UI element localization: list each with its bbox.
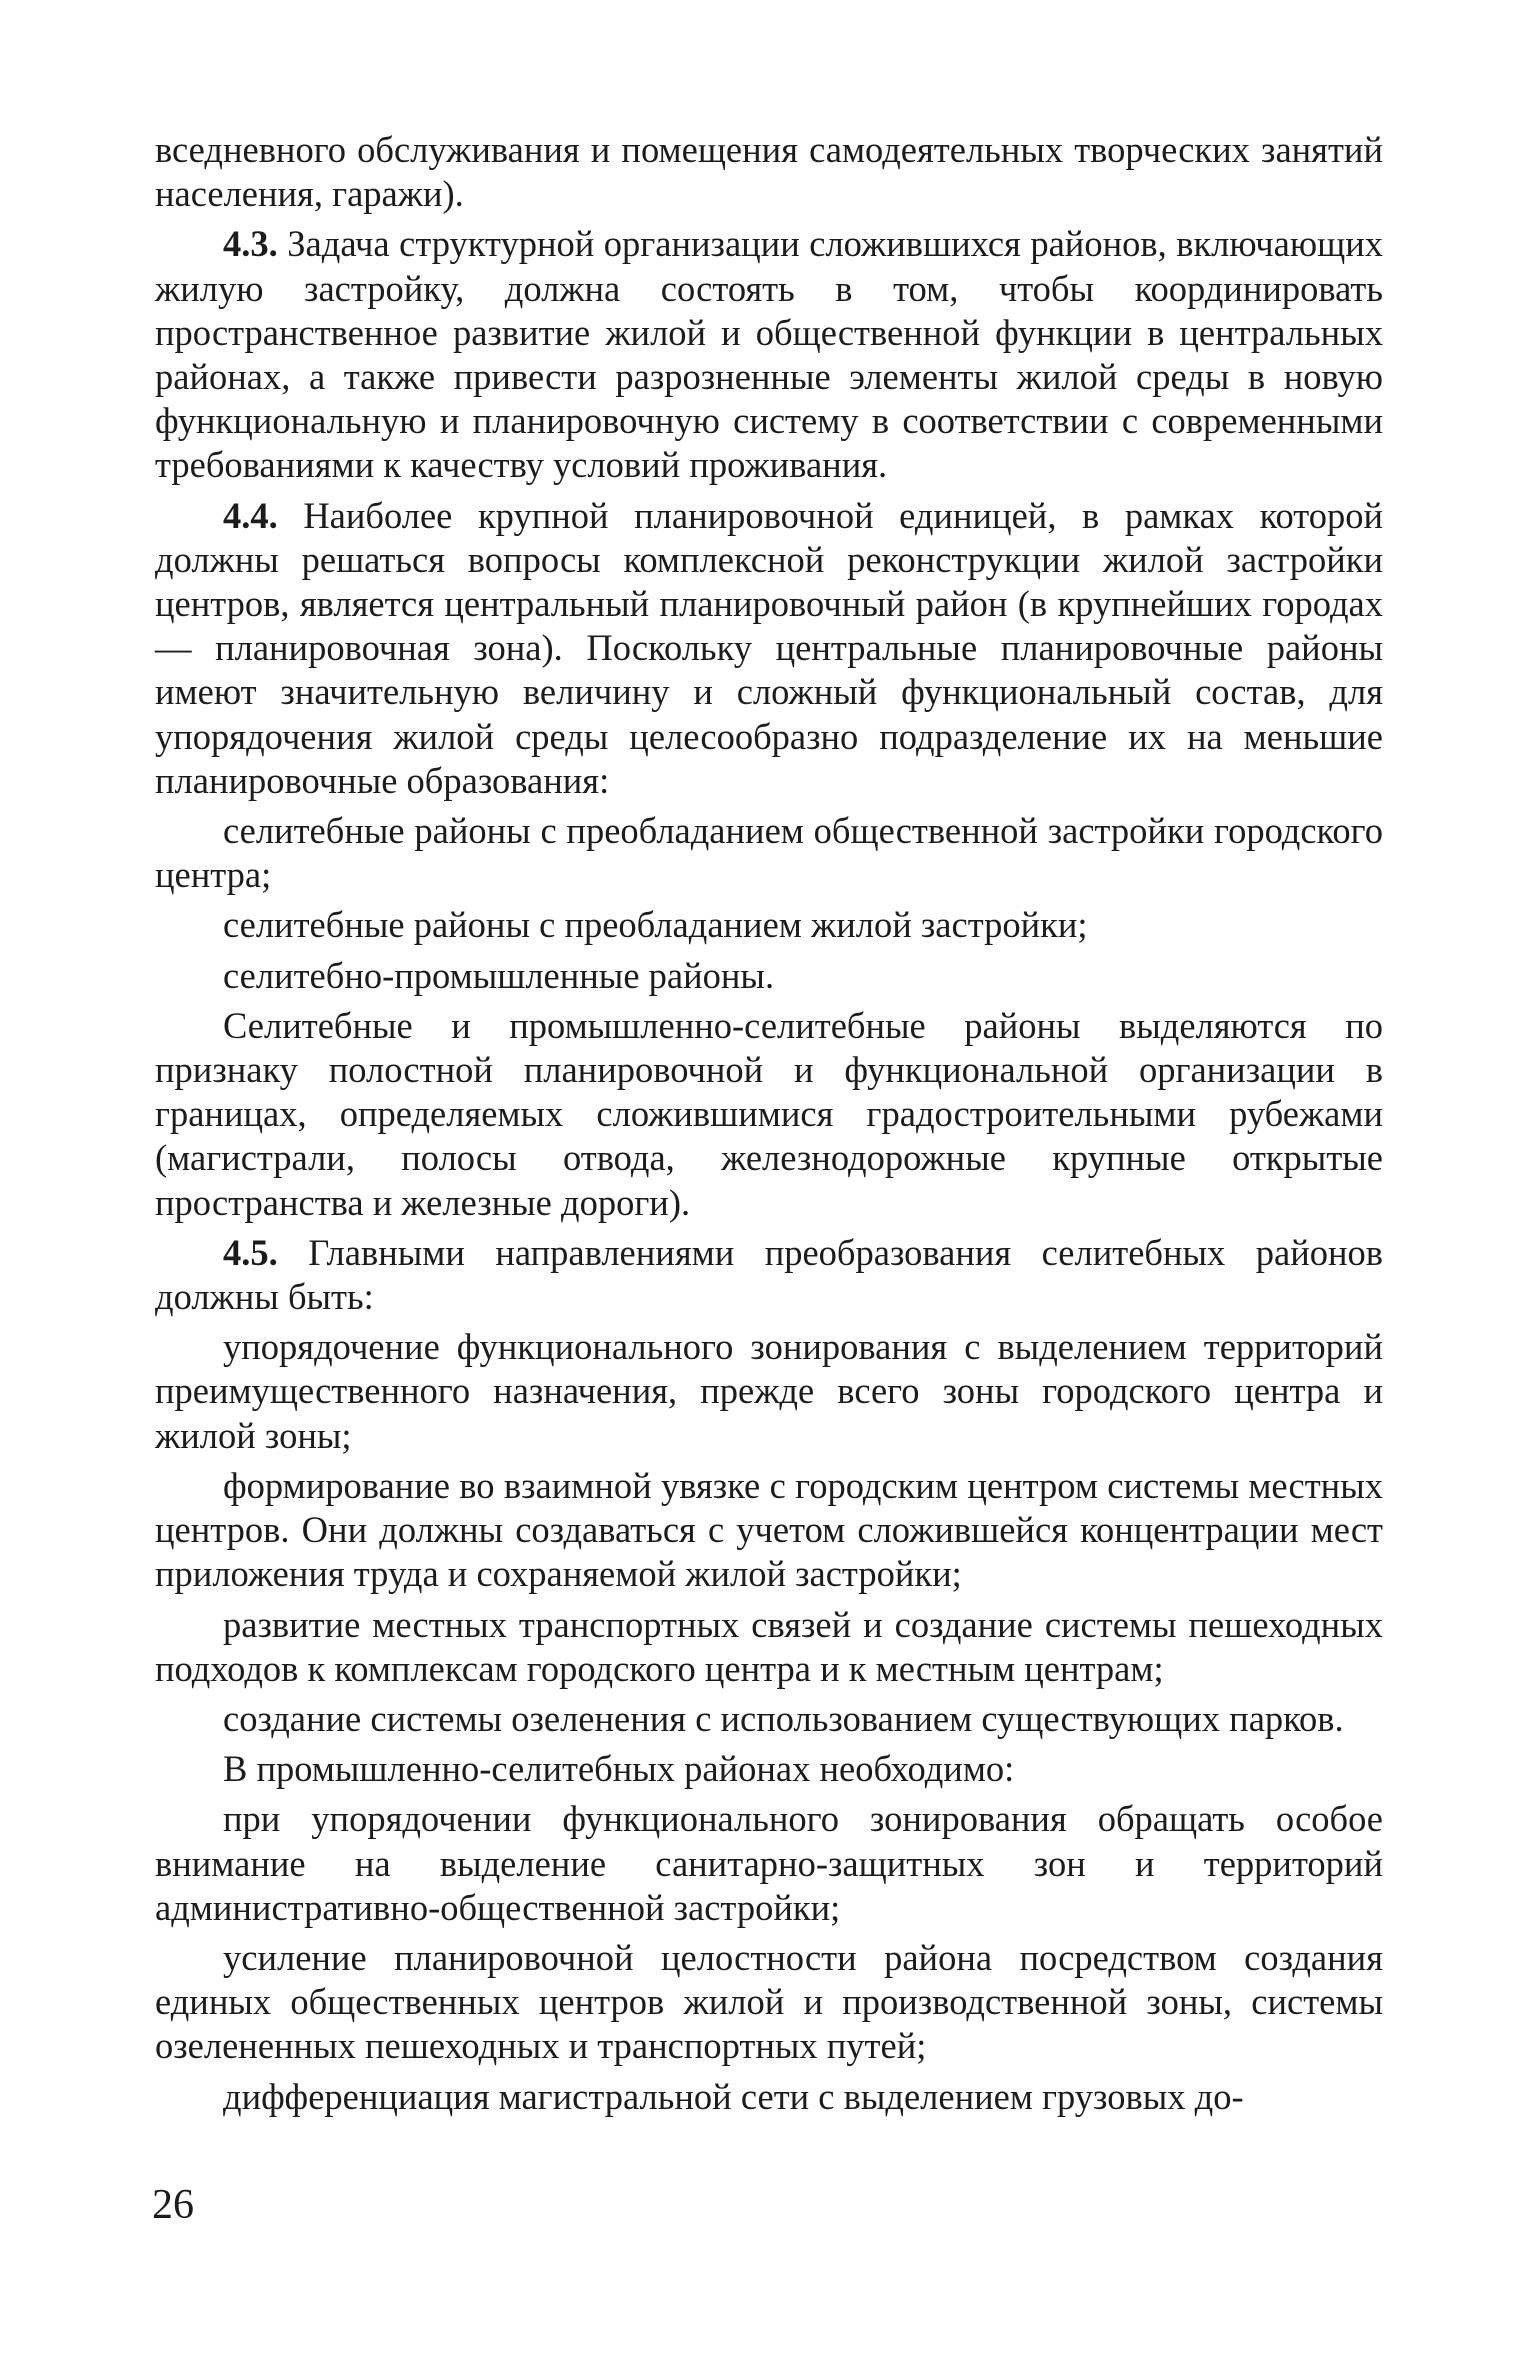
list-item	[155, 1936, 1383, 2069]
section-number: 4.5.	[223, 1231, 278, 1273]
list-item	[155, 1603, 1383, 1691]
list-item-text: усиление планировочной целостности района посредством создания единых общественных центров жилой и производственной зоны, системы озелененных пешеходных и транспортных путей;	[155, 1936, 1383, 2067]
paragraph-continuation	[155, 128, 1383, 216]
section-number: 4.4.	[223, 494, 278, 536]
paragraph-4-5	[155, 1231, 1383, 1319]
list-item-text: при упорядочении функционального зонирования обращать особое внимание на выделение санитарно-защитных зон и территорий административно-общественной застройки;	[155, 1798, 1383, 1928]
list-item	[155, 809, 1383, 897]
list-item	[155, 954, 1383, 998]
list-item-text: формирование во взаимной увязке с городским центром системы местных центров. Они должны создаваться с учетом сложившейся концентрации мест приложения труда и сохраняемой жилой застройки;	[155, 1464, 1383, 1595]
list-item	[155, 1697, 1383, 1741]
paragraph-4-3	[155, 222, 1383, 487]
paragraph-text: Главными направлениями преобразования селитебных районов должны быть:	[155, 1231, 1383, 1318]
list-item-text: упорядочение функционального зонирования с выделением территорий преимущественного назначения, прежде всего зоны городского центра и жилой зоны;	[155, 1326, 1383, 1456]
list-item	[155, 903, 1383, 947]
list-item-text: селитебные районы с преобладанием общественной застройки городского центра;	[155, 810, 1383, 896]
paragraph	[155, 1747, 1383, 1791]
list-item	[155, 1464, 1383, 1597]
list-item	[155, 1797, 1383, 1930]
paragraph-text: Задача структурной организации сложившихся районов, включающих жилую застройку, должна состоять в том, чтобы координировать пространственное развитие жилой и общественной функции в центральных районах, а также привести разрозненные элементы жилой среды в новую функциональную и планировочную систему в соответствии с современными требованиями к качеству условий проживания.	[155, 223, 1383, 486]
list-item-text: селитебно-промышленные районы.	[223, 954, 775, 996]
list-item-text: селитебные районы с преобладанием жилой застройки;	[223, 904, 1088, 946]
paragraph-text: Наиболее крупной планировочной единицей, в рамках которой должны решаться вопросы комплексной реконструкции жилой застройки центров, является центральный планировочный район (в крупнейших городах — планировочная зона). Поскольку центральные планировочные районы имеют значительную величину и сложный функциональный состав, для упорядочения жилой среды целесообразно подразделение их на меньшие планировочные образования:	[155, 494, 1383, 801]
page-number: 26	[152, 2182, 194, 2228]
paragraph-text: Селитебные и промышленно-селитебные районы выделяются по признаку полостной планировочной и функциональной организации в границах, определяемых сложившимися градостроительными рубежами (магистрали, полосы отвода, железнодорожные крупные открытые пространства и железные дороги).	[155, 1004, 1383, 1223]
section-number: 4.3.	[223, 223, 278, 265]
paragraph-text: вседневного обслуживания и помещения самодеятельных творческих занятий населения, гаражи).	[155, 129, 1383, 215]
paragraph-text: В промышленно-селитебных районах необходимо:	[223, 1748, 1015, 1790]
paragraph-4-4	[155, 494, 1383, 803]
paragraph	[155, 1004, 1383, 1225]
list-item	[155, 1325, 1383, 1458]
list-item-text: дифференциация магистральной сети с выделением грузовых до-	[223, 2075, 1244, 2117]
body-text	[155, 128, 1383, 2119]
list-item-text: развитие местных транспортных связей и создание системы пешеходных подходов к комплексам городского центра и к местным центрам;	[155, 1603, 1383, 1689]
list-item-text: создание системы озеленения с использованием существующих парков.	[223, 1697, 1344, 1739]
list-item	[155, 2075, 1383, 2119]
